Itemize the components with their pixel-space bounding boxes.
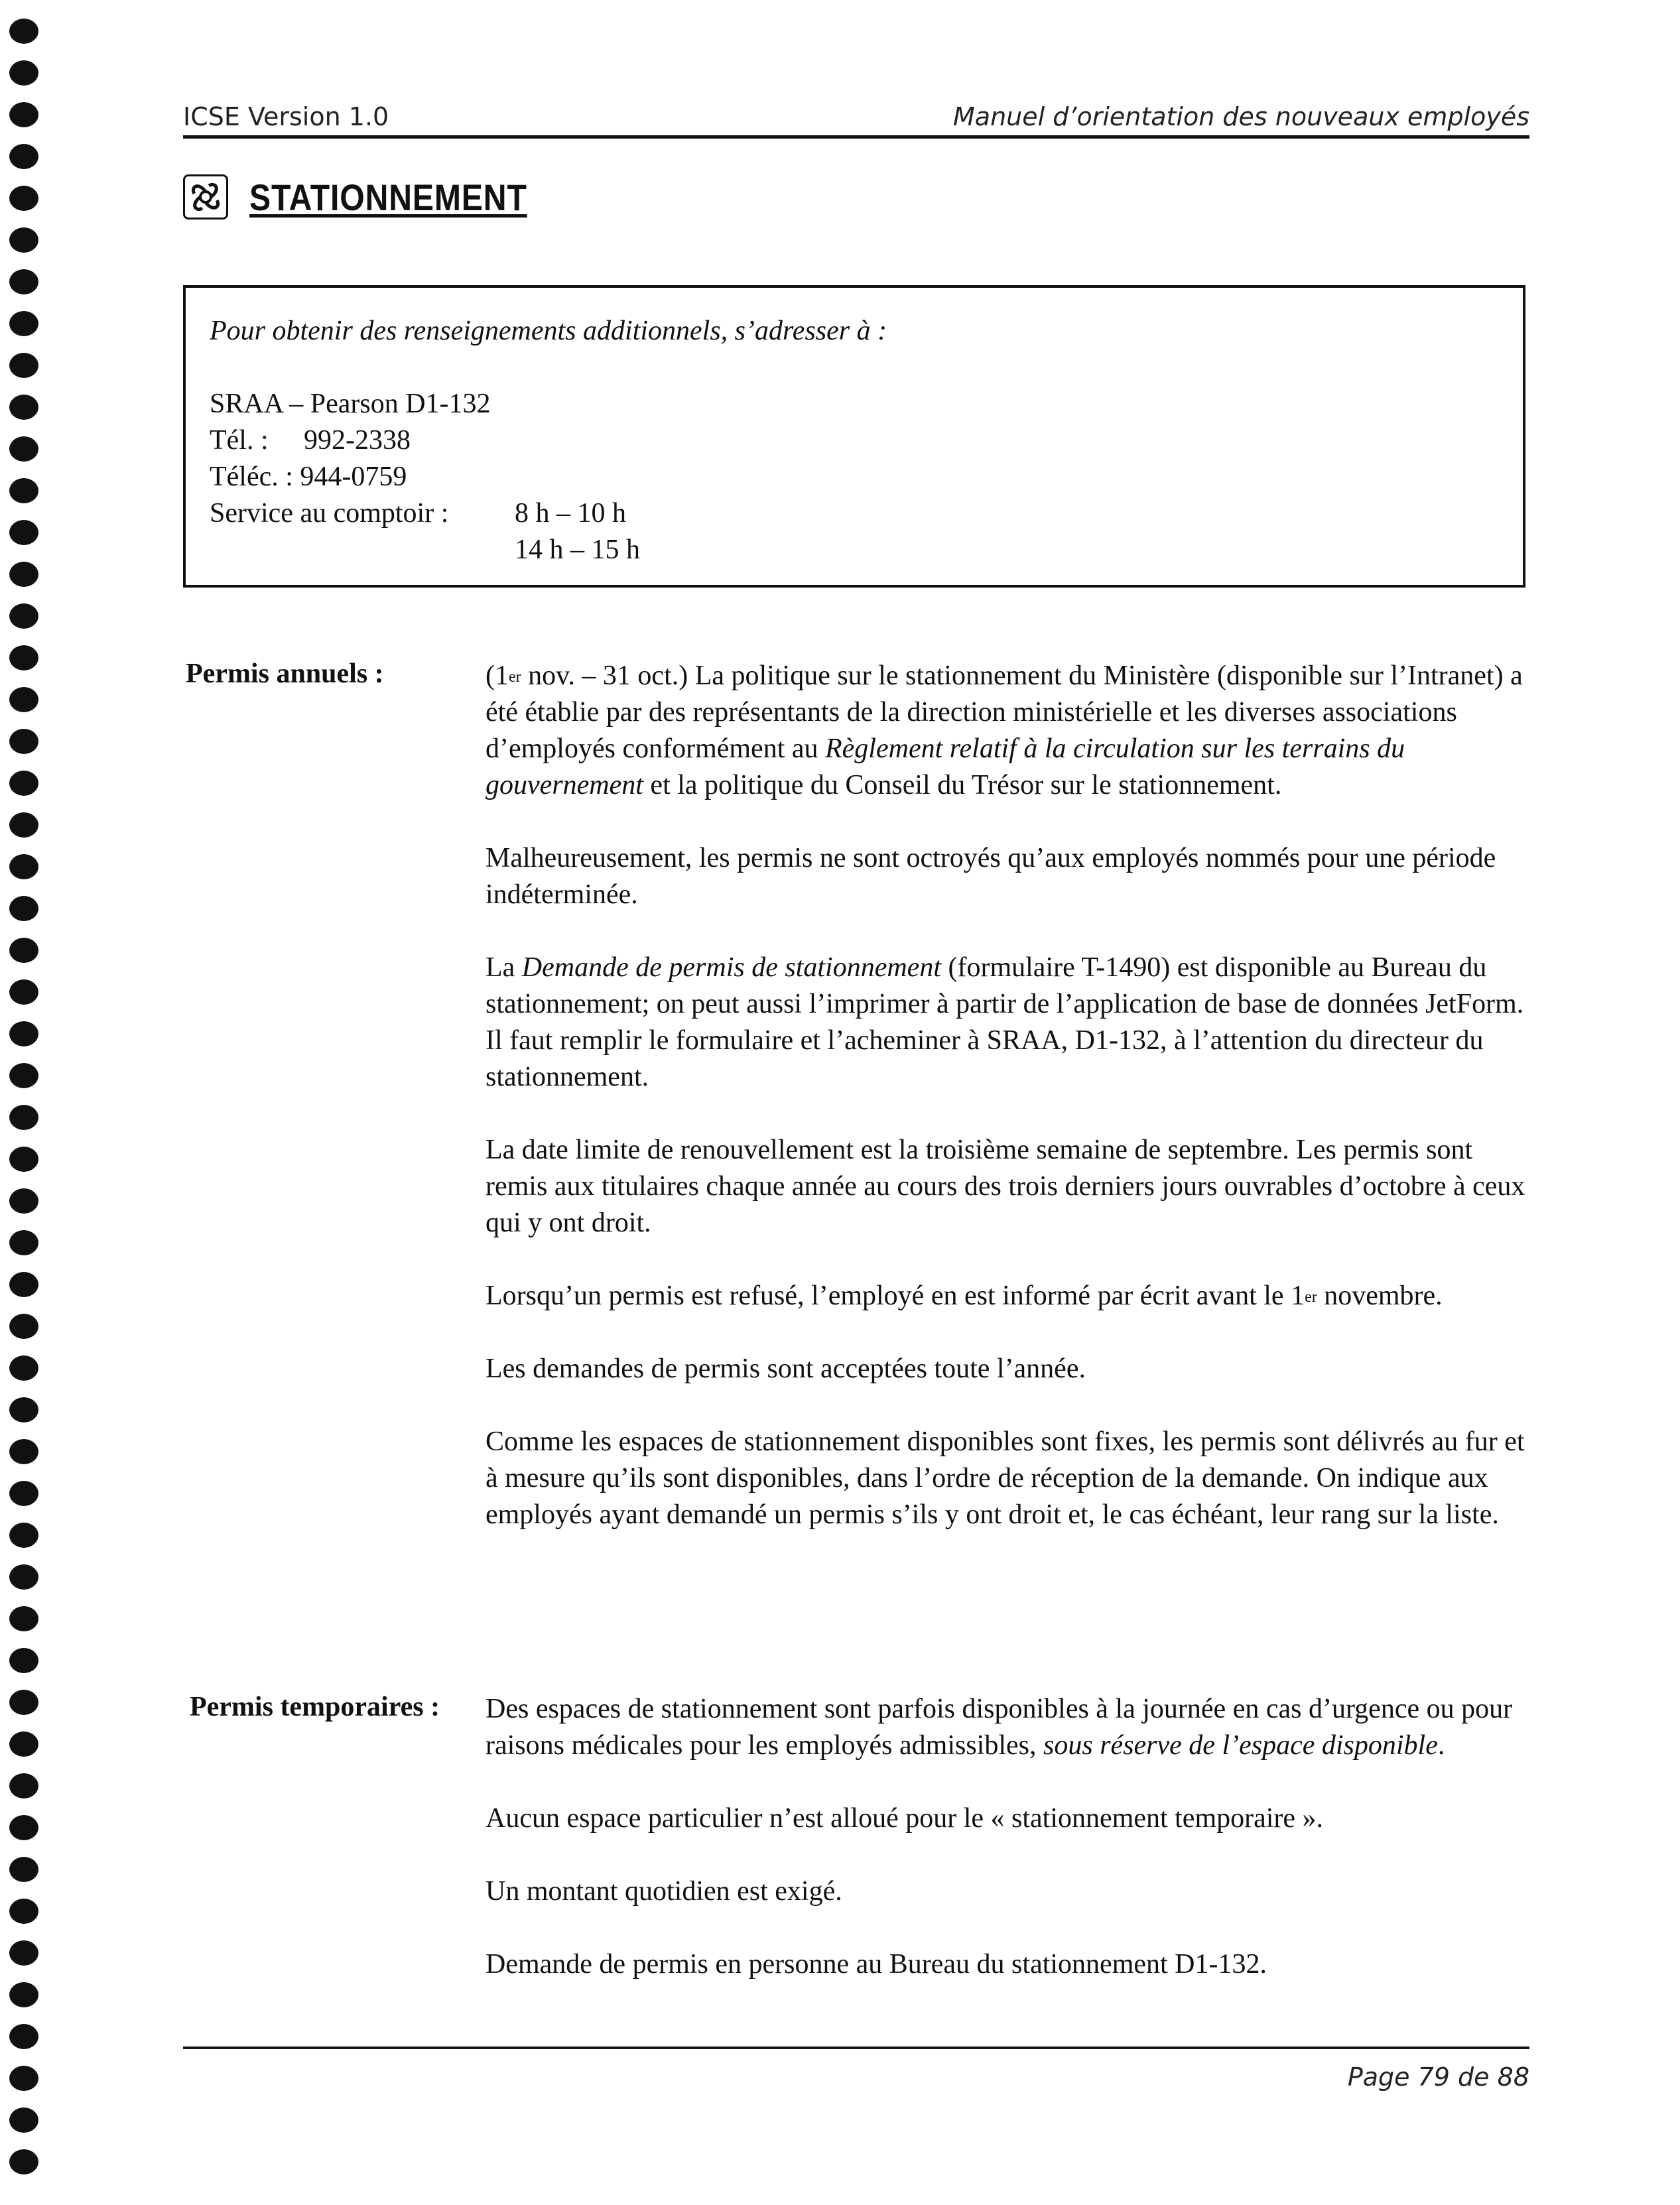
binding-hole [9, 1982, 38, 2007]
binding-hole [9, 1940, 38, 1966]
binding-hole [9, 1355, 38, 1381]
phone-label: Tél. : [210, 425, 269, 456]
page-number: Page 79 de 88 [1347, 2062, 1529, 2092]
binding-hole [9, 1773, 38, 1798]
binding-hole [9, 771, 38, 796]
binding-hole [9, 2149, 38, 2174]
binding-hole [9, 144, 38, 169]
binding-hole [9, 60, 38, 86]
binding-hole [9, 896, 38, 921]
binding-hole [9, 1690, 38, 1715]
binding-hole [9, 1188, 38, 1214]
binding-hole [9, 1230, 38, 1255]
binding-hole [9, 2066, 38, 2091]
phone-value: 992-2338 [304, 425, 411, 456]
parking-icon [183, 174, 228, 220]
binding-hole [9, 1606, 38, 1631]
binding-hole [9, 729, 38, 754]
temporary-permits-label: Permis temporaires : [190, 1692, 440, 1722]
annual-paragraph-1: (1er nov. – 31 oct.) La politique sur le stationnement du Ministère (disponible sur l’Intranet) a été établie par des représentants de la direction ministérielle et les diverses associations d’employés conformément au Règlement relatif à la circulation sur les terrains du gouvernement et la politique du Conseil du Trésor sur le stationnement. [485, 661, 1523, 800]
binding-hole [9, 562, 38, 587]
annual-paragraph-5: Lorsqu’un permis est refusé, l’employé en est informé par écrit avant le 1er novembre. [485, 1281, 1443, 1311]
binding-hole [9, 1564, 38, 1590]
contact-info-box [183, 285, 1525, 588]
counter-label: Service au comptoir : [210, 498, 449, 529]
annual-paragraph-4: La date limite de renouvellement est la troisième semaine de septembre. Les permis sont remis aux titulaires chaque année au cours des trois derniers jours ouvrables d’octobre à ceux qui y ont droit. [485, 1135, 1525, 1238]
binding-hole [9, 1063, 38, 1088]
binding-hole [9, 854, 38, 879]
binding-hole [9, 520, 38, 545]
contact-intro: Pour obtenir des renseignements additionnels, s’adresser à : [210, 316, 887, 346]
binding-hole [9, 436, 38, 462]
binding-hole [9, 1147, 38, 1172]
temporary-paragraph-3: Un montant quotidien est exigé. [485, 1876, 842, 1907]
temporary-permits-body [485, 1691, 1533, 1983]
binding-hole [9, 1815, 38, 1840]
binding-hole [9, 1481, 38, 1506]
binding-hole [9, 311, 38, 336]
binding-hole [9, 1899, 38, 1924]
contact-fax: Téléc. : 944-0759 [210, 462, 407, 492]
binding-hole [9, 687, 38, 712]
annual-paragraph-6: Les demandes de permis sont acceptées toute l’année. [485, 1354, 1086, 1384]
binding-hole [9, 645, 38, 670]
binding-holes [0, 0, 53, 2205]
annual-paragraph-2: Malheureusement, les permis ne sont octroyés qu’aux employés nommés pour une période indéterminée. [485, 843, 1496, 910]
binding-hole [9, 1272, 38, 1297]
temporary-paragraph-2: Aucun espace particulier n’est alloué pour le « stationnement temporaire ». [485, 1803, 1324, 1834]
annual-paragraph-7: Comme les espaces de stationnement disponibles sont fixes, les permis sont délivrés au fur et à mesure qu’ils sont disponibles, dans l’ordre de réception de la demande. On indique aux employés ayant demandé un permis s’ils y ont droit et, le cas échéant, leur rang sur la liste. [485, 1426, 1525, 1530]
contact-phone-row [210, 422, 1523, 459]
binding-hole [9, 1105, 38, 1130]
binding-hole [9, 102, 38, 127]
counter-hours-row [210, 495, 1523, 532]
binding-hole [9, 603, 38, 629]
binding-hole [9, 2024, 38, 2049]
binding-hole [9, 1397, 38, 1422]
binding-hole [9, 1021, 38, 1046]
contact-office: SRAA – Pearson D1-132 [210, 389, 491, 419]
counter-hours-row-2 [210, 532, 1523, 568]
binding-hole [9, 269, 38, 294]
binding-hole [9, 353, 38, 378]
header-manual-title: Manuel d’orientation des nouveaux employés [953, 102, 1529, 131]
page-header [183, 99, 1529, 139]
page-title: STATIONNEMENT [249, 176, 527, 218]
binding-hole [9, 395, 38, 420]
annual-permits-label: Permis annuels : [186, 659, 384, 689]
binding-hole [9, 2108, 38, 2133]
counter-hours-afternoon: 14 h – 15 h [515, 535, 640, 565]
annual-permits-body [485, 658, 1533, 1533]
binding-hole [9, 938, 38, 963]
binding-hole [9, 1523, 38, 1548]
binding-hole [9, 812, 38, 838]
binding-hole [9, 979, 38, 1005]
section-title [183, 174, 572, 220]
binding-hole [9, 1439, 38, 1464]
temporary-paragraph-4: Demande de permis en personne au Bureau du stationnement D1-132. [485, 1949, 1267, 1980]
temporary-paragraph-1: Des espaces de stationnement sont parfois disponibles à la journée en cas d’urgence ou pour raisons médicales pour les employés admissibles, sous réserve de l’espace disponible. [485, 1694, 1513, 1761]
header-version: ICSE Version 1.0 [183, 102, 389, 131]
binding-hole [9, 478, 38, 503]
annual-paragraph-3: La Demande de permis de stationnement (formulaire T-1490) est disponible au Bureau du stationnement; on peut aussi l’imprimer à partir de l’application de base de données JetForm. Il faut remplir le formulaire et l’acheminer à SRAA, D1-132, à l’attention du directeur du stationnement. [485, 952, 1524, 1092]
counter-hours-morning: 8 h – 10 h [515, 498, 626, 529]
binding-hole [9, 227, 38, 253]
binding-hole [9, 1857, 38, 1882]
binding-hole [9, 186, 38, 211]
binding-hole [9, 19, 38, 44]
footer-rule [183, 2047, 1529, 2049]
binding-hole [9, 1648, 38, 1673]
binding-hole [9, 1732, 38, 1757]
binding-hole [9, 1314, 38, 1339]
